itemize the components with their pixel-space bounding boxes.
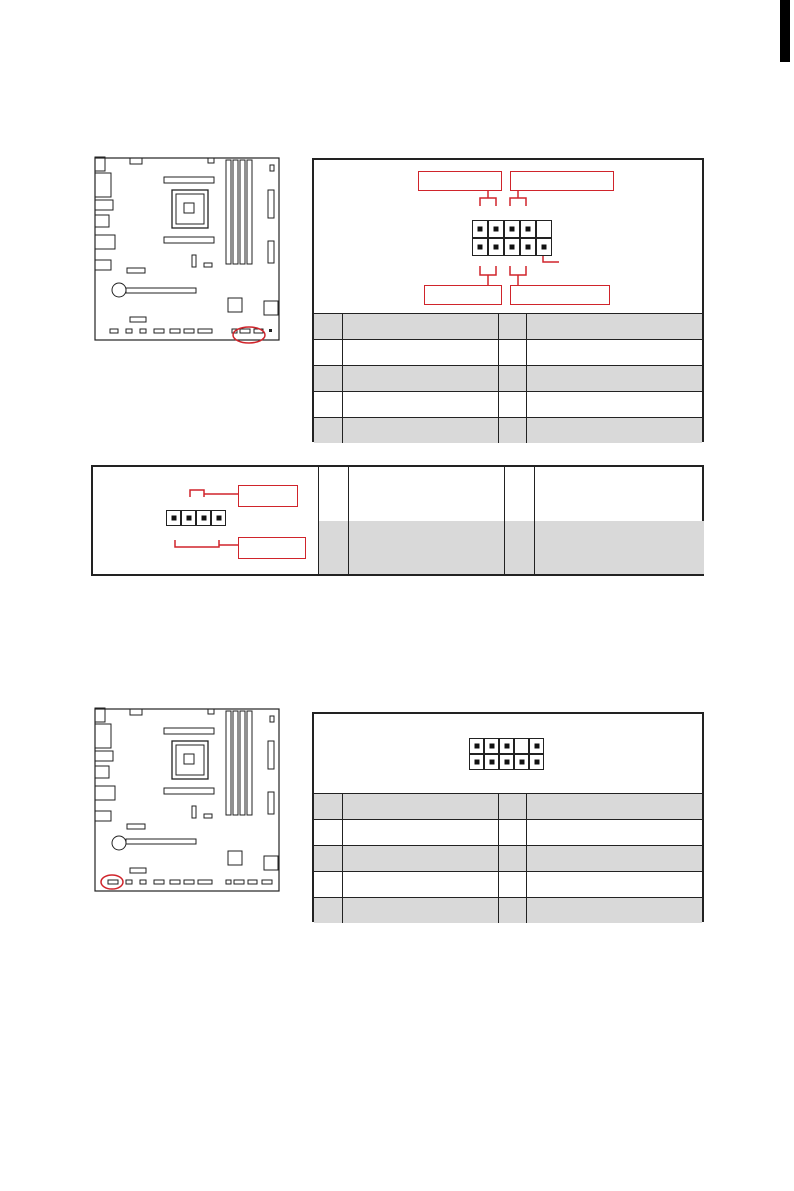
table-row	[314, 872, 702, 898]
table-row	[314, 418, 702, 444]
motherboard-diagram-bottom	[92, 706, 282, 896]
pin	[488, 238, 504, 256]
pin	[469, 738, 484, 754]
pin	[529, 738, 544, 754]
pin	[469, 754, 484, 770]
motherboard-outline-svg	[92, 155, 282, 345]
table-row	[314, 794, 702, 820]
highlight-circle	[101, 875, 123, 889]
four-pin-header-panel	[91, 465, 704, 576]
table-row	[314, 366, 702, 392]
pin	[504, 238, 520, 256]
usb-header-connector	[472, 220, 552, 256]
table-row	[319, 521, 704, 575]
front-usb-pin-table	[314, 313, 702, 443]
pin	[529, 754, 544, 770]
table-row	[314, 846, 702, 872]
pin	[488, 220, 504, 238]
pin	[472, 238, 488, 256]
table-row	[314, 392, 702, 418]
pin	[514, 754, 529, 770]
four-pin-label-box-bottom	[238, 537, 306, 559]
pin	[520, 220, 536, 238]
pin	[472, 220, 488, 238]
second-header-pin-table	[314, 793, 702, 923]
second-header-panel	[312, 712, 704, 922]
front-usb-header-panel	[312, 158, 704, 442]
second-header-connector	[469, 738, 544, 770]
pin	[499, 754, 514, 770]
table-row	[319, 467, 704, 521]
pin	[484, 738, 499, 754]
motherboard-diagram-top	[92, 155, 282, 345]
section-edge-tab	[780, 0, 790, 62]
four-pin-table	[318, 467, 704, 574]
pin	[520, 238, 536, 256]
table-row	[314, 820, 702, 846]
four-pin-bracket-svg	[93, 467, 323, 578]
pin	[484, 754, 499, 770]
pin-key	[514, 738, 529, 754]
pin-key	[536, 220, 552, 238]
pin	[504, 220, 520, 238]
table-row	[314, 314, 702, 340]
motherboard-outline-svg	[92, 706, 282, 896]
table-row	[314, 340, 702, 366]
pin	[499, 738, 514, 754]
four-pin-label-box-top	[238, 485, 298, 507]
pin	[536, 238, 552, 256]
table-row	[314, 898, 702, 924]
